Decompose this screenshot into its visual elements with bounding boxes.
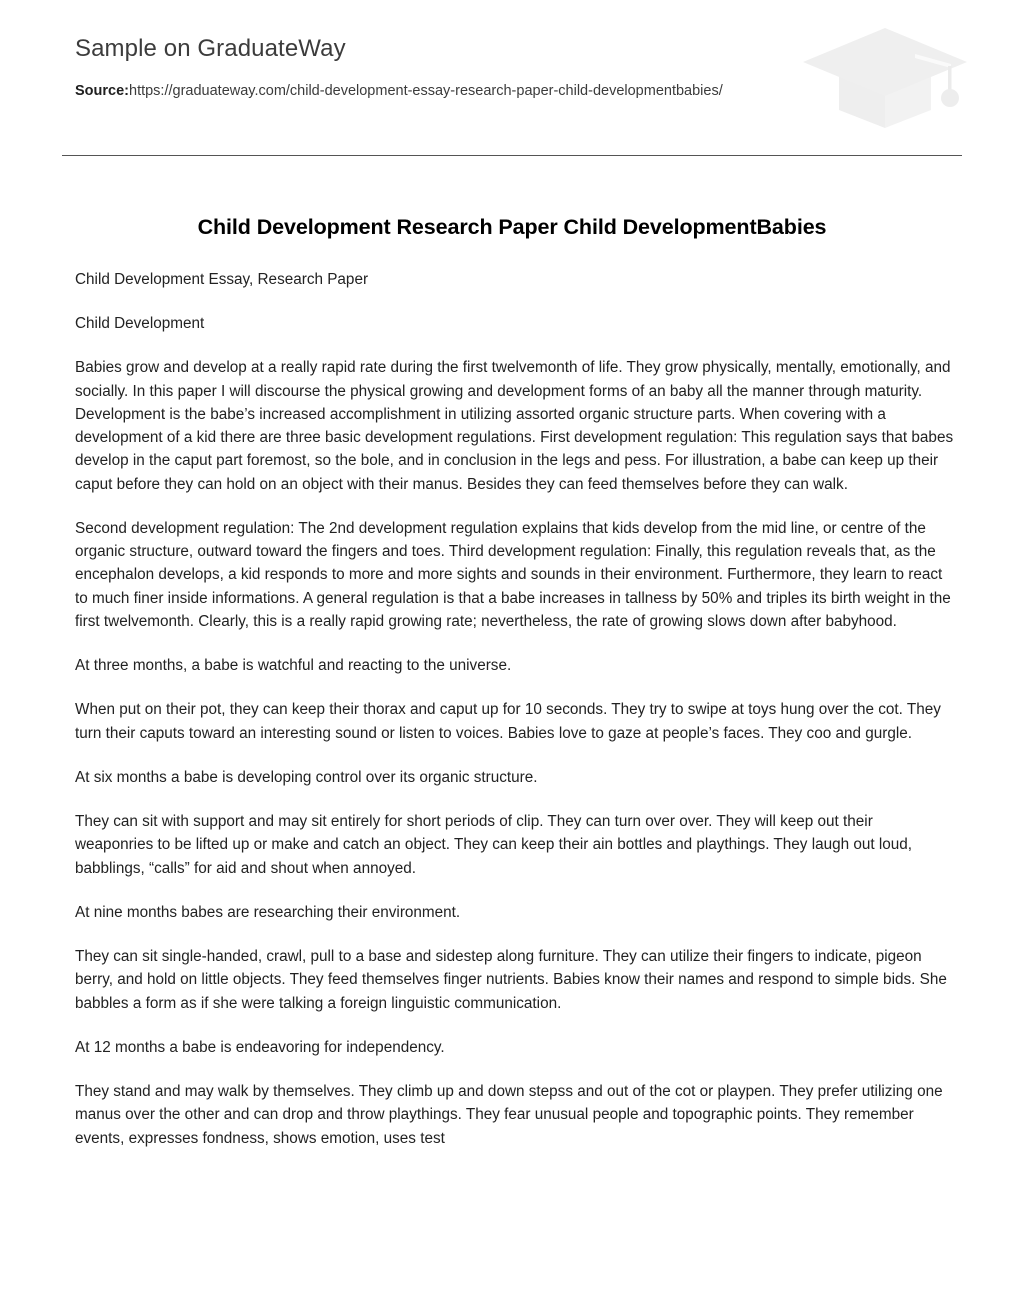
paragraph: At 12 months a babe is endeavoring for independency. [75,1038,445,1056]
paragraph: At six months a babe is developing control over its organic structure. [75,768,538,786]
paragraph: Babies grow and develop at a really rapid rate during the first twelvemonth of life. They grow physically, mentally, emotionally, and socially. In this paper I will discourse the physical growing and development forms of an baby all the manner through maturity. Development is the babe’s increased accomplishment in utilizing assorted organic structure parts. When covering with a development of a kid there are three basic development regulations. First development regulation: This regulation says that babes develop in the caput part foremost, so the bole, and in conclusion in the legs and pess. For illustration, a babe can keep up their caput before they can hold on an object with their manus. Besides they can feed themselves before they can walk. [75,359,954,493]
page-title: Child Development Research Paper Child DevelopmentBabies [197,215,827,239]
paragraph: Child Development [75,315,205,333]
paragraph: Child Development Essay, Research Paper [75,270,369,288]
brand-title: Sample on GraduateWay [75,35,346,62]
header-divider [62,155,962,156]
document-header [0,0,1024,155]
source-label: Source: [75,83,129,99]
source-line [75,80,775,102]
source-url[interactable]: https://graduateway.com/child-development-essay-research-paper-child-developmentbabies/ [129,83,723,99]
paragraph: They stand and may walk by themselves. They climb up and down stepss and out of the cot or playpen. They prefer utilizing one manus over the other and can drop and throw playthings. They fear unusual people and topographic points. They remember events, expresses fondness, shows emotion, uses test [75,1083,943,1147]
paragraph: They can sit single-handed, crawl, pull to a base and sidestep along furniture. They can utilize their fingers to indicate, pigeon berry, and hold on little objects. They feed themselves finger nutrients. Babies know their names and respond to simple bids. She babbles a form as if she were talking a foreign linguistic communication. [75,948,947,1012]
document-body [0,242,1024,1150]
paragraph: When put on their pot, they can keep their thorax and caput up for 10 seconds. They try to swipe at toys hung over the cot. They turn their caputs toward an interesting sound or listen to voices. Babies love to gaze at people’s faces. They coo and gurgle. [75,701,941,742]
paragraph: Second development regulation: The 2nd development regulation explains that kids develop from the mid line, or centre of the organic structure, outward toward the fingers and toes. Third development regulation: Finally, this regulation reveals that, as the encephalon develops, a kid responds to more and more sights and sounds in their environment. Furthermore, they learn to react to much finer inside informations. A general regulation is that a babe increases in tallness by 50% and triples its birth weight in the first twelvemonth. Clearly, this is a really rapid growing rate; nevertheless, the rate of growing slows down after babyhood. [75,519,951,630]
paragraph: At three months, a babe is watchful and reacting to the universe. [75,657,512,675]
paragraph: They can sit with support and may sit entirely for short periods of clip. They can turn over over. They will keep out their weaponries to be lifted up or make and catch an object. They can keep their ain bottles and playthings. They laugh out loud, babblings, “calls” for aid and shout when annoyed. [75,813,913,877]
paragraph: At nine months babes are researching their environment. [75,903,461,921]
